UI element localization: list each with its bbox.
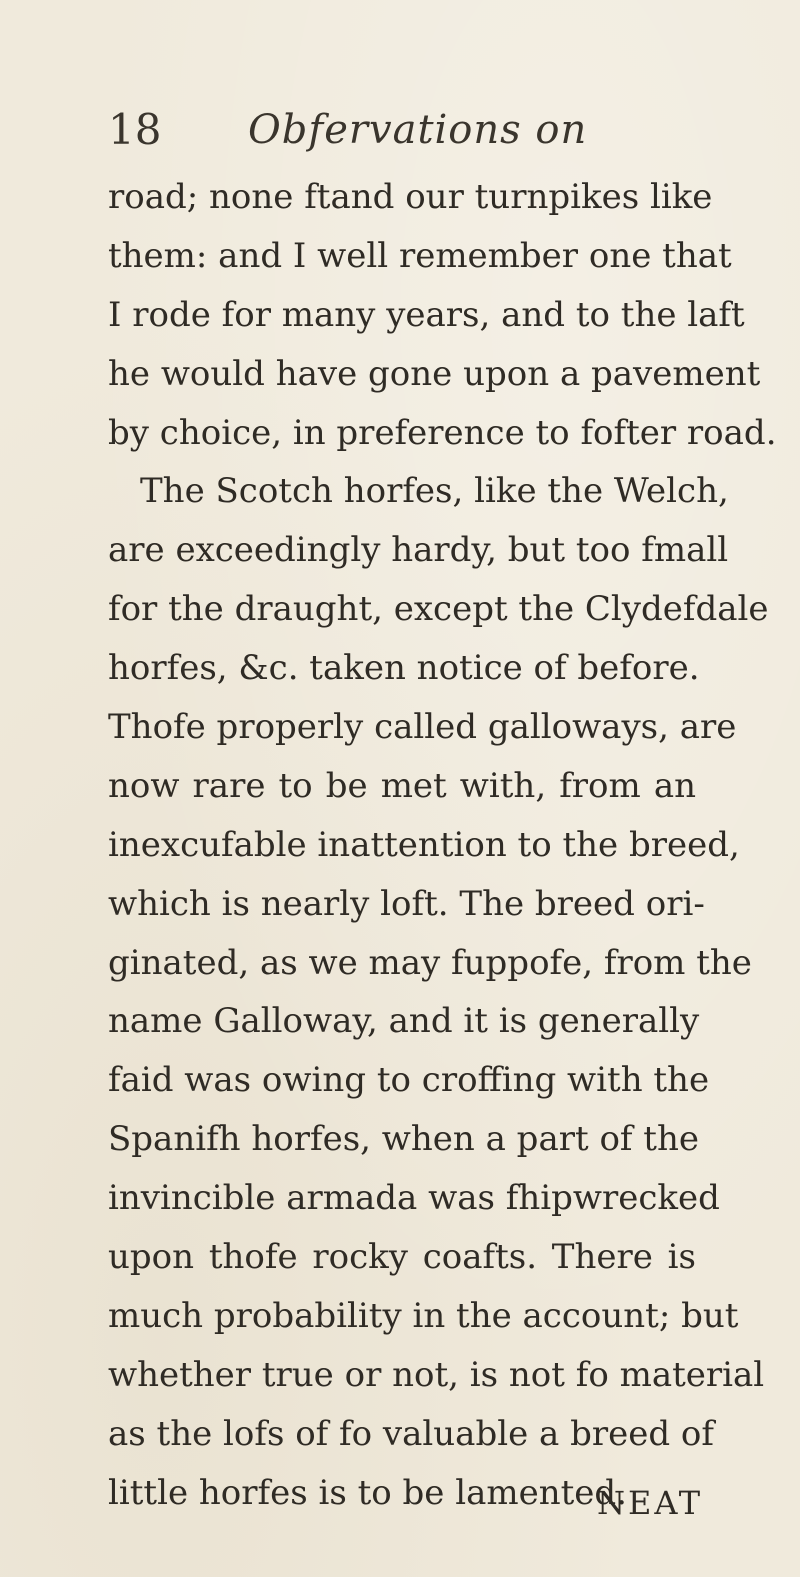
- text-line: I rode for many years, and to the laft: [108, 294, 745, 335]
- text-line: upon thofe rocky coafts. There is: [108, 1237, 696, 1278]
- text-line: ginated, as we may fuppofe, from the: [108, 942, 752, 983]
- text-line: inexcufable inattention to the breed,: [108, 824, 740, 865]
- body-text: [108, 168, 777, 1522]
- running-head: [108, 100, 708, 160]
- text-line: road; none ftand our turnpikes like: [108, 177, 713, 217]
- text-line: for the draught, except the Clydefdale: [108, 589, 769, 630]
- text-line: now rare to be met with, from an: [108, 765, 696, 806]
- text-line: Thofe properly called galloways, are: [108, 707, 737, 748]
- page-number: 18: [108, 105, 162, 154]
- text-line: are exceedingly hardy, but too fmall: [108, 530, 729, 571]
- text-line: name Galloway, and it is generally: [108, 1001, 700, 1042]
- text-line: little horfes is to be lamented.: [108, 1472, 627, 1513]
- text-line: whether true or not, is not fo material: [108, 1354, 765, 1395]
- text-line: which is nearly loft. The breed ori-: [108, 883, 705, 924]
- text-line: as the lofs of fo valuable a breed of: [108, 1413, 714, 1454]
- text-line: horfes, &c. taken notice of before.: [108, 648, 700, 689]
- text-line: The Scotch horfes, like the Welch,: [140, 471, 729, 512]
- text-line: faid was owing to croffing with the: [108, 1060, 710, 1101]
- text-line: much probability in the account; but: [108, 1295, 739, 1336]
- text-line: invincible armada was fhipwrecked: [108, 1178, 720, 1219]
- catchword: NEAT: [597, 1484, 704, 1522]
- running-title: Obfervations on: [248, 107, 588, 153]
- text-line: by choice, in preference to fofter road.: [108, 412, 777, 453]
- text-line: he would have gone upon a pavement: [108, 353, 761, 394]
- text-line: them: and I well remember one that: [108, 235, 732, 276]
- text-line: Spanifh horfes, when a part of the: [108, 1119, 699, 1160]
